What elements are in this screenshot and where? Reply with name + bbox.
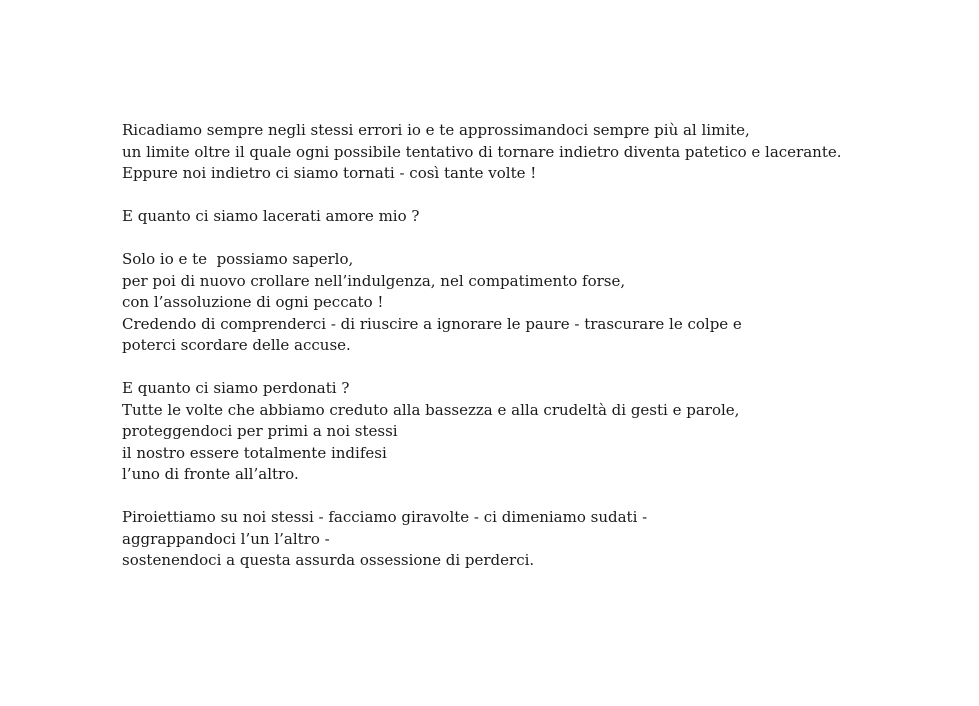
poem-line: Ricadiamo sempre negli stessi errori io e te approssimandoci sempre più al limite,	[122, 121, 750, 139]
stanza-2	[122, 206, 882, 228]
poem-line: Piroiettiamo su noi stessi - facciamo giravolte - ci dimeniamo sudati -	[122, 508, 648, 526]
stanza-5	[122, 507, 882, 572]
poem-line: sostenendoci a questa assurda ossessione di perderci.	[122, 551, 535, 569]
poem-line: Eppure noi indietro ci siamo tornati - così tante volte !	[122, 164, 537, 182]
poem-line: aggrappandoci l’un l’altro -	[122, 529, 330, 548]
stanza-4	[122, 378, 882, 486]
poem-line: l’uno di fronte all’altro.	[122, 465, 299, 483]
poem-line: Tutte le volte che abbiamo creduto alla bassezza e alla crudeltà di gesti e parole,	[122, 400, 740, 419]
stanza-1	[122, 120, 882, 185]
poem-line: Credendo di comprenderci - di riuscire a ignorare le paure - trascurare le colpe e	[122, 314, 742, 333]
poem-text	[122, 120, 882, 593]
poem-line: per poi di nuovo crollare nell’indulgenza, nel compatimento forse,	[122, 271, 626, 290]
poem-line: Solo io e te possiamo saperlo,	[122, 250, 354, 268]
poem-line: il nostro essere totalmente indifesi	[122, 443, 387, 462]
poem-line: un limite oltre il quale ogni possibile tentativo di tornare indietro diventa patetico e lacerante.	[122, 142, 842, 161]
poem-line: poterci scordare delle accuse.	[122, 336, 351, 354]
stanza-3	[122, 249, 882, 357]
poem-line: E quanto ci siamo perdonati ?	[122, 379, 350, 397]
poem-line: proteggendoci per primi a noi stessi	[122, 422, 398, 440]
poem-line: E quanto ci siamo lacerati amore mio ?	[122, 207, 420, 225]
poem-line: con l’assoluzione di ogni peccato !	[122, 293, 384, 311]
